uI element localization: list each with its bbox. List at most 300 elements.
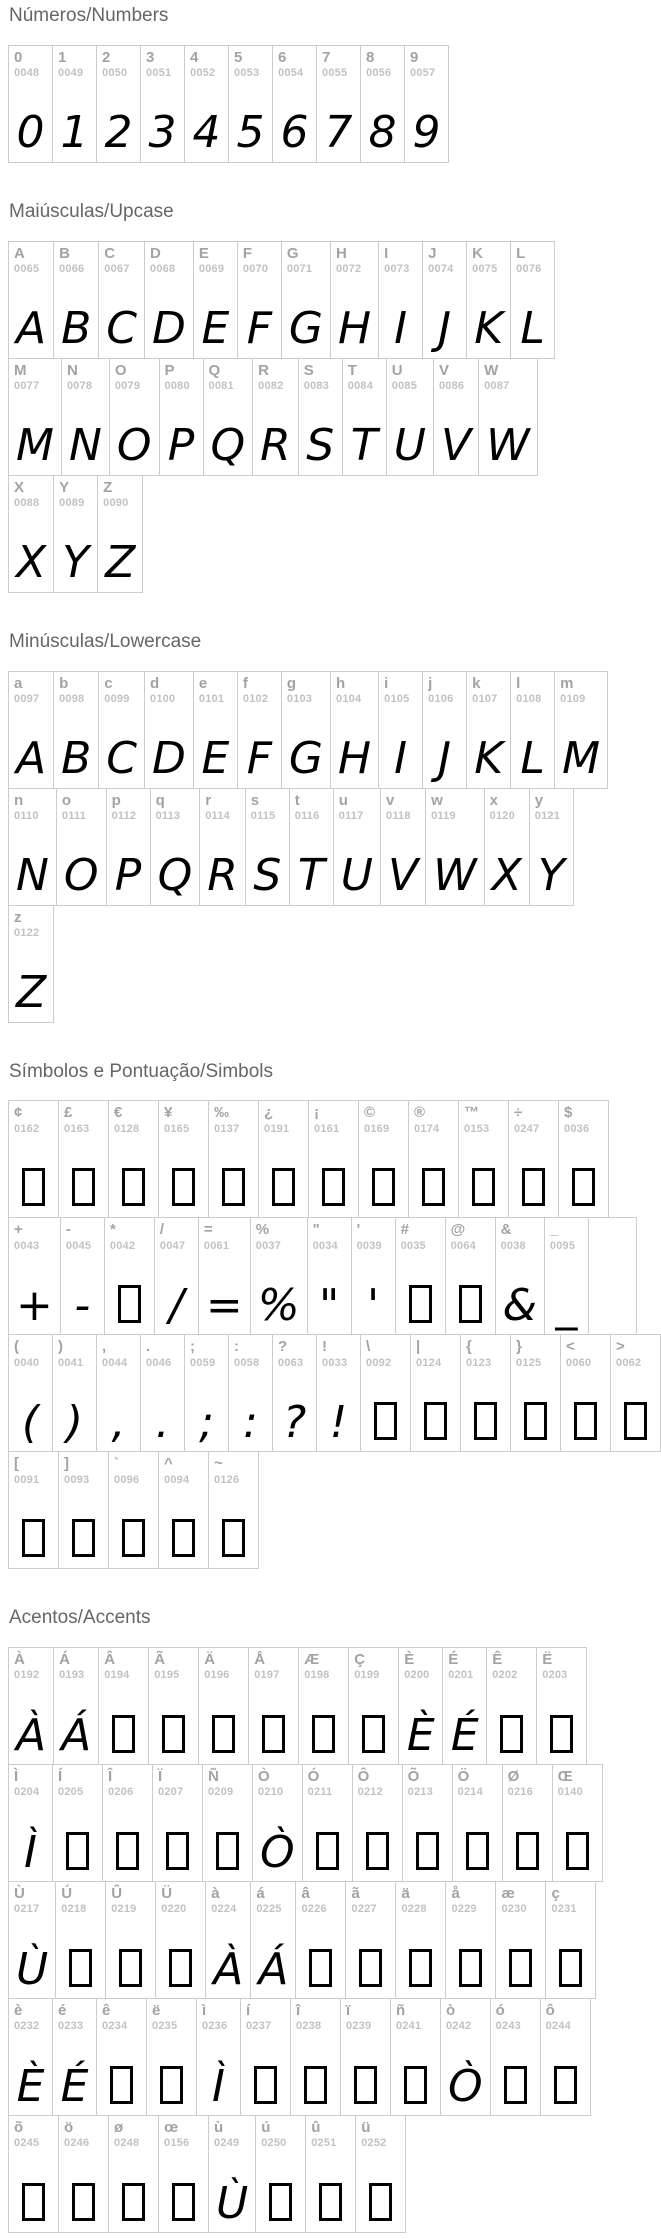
cell-char-label: C [104,244,116,262]
cell-char-label: - [65,1221,71,1239]
cell-code-label: 0116 [294,809,320,822]
char-cell [144,671,194,789]
cell-char-label: Y [59,478,70,496]
notdef-box-icon [504,2066,527,2104]
cell-char-label: ? [278,1338,288,1356]
glyph: U [393,420,426,472]
cell-char-label: ¿ [264,1104,274,1122]
notdef-box-icon [116,1832,139,1870]
cell-code-label: 0066 [59,262,85,275]
missing-glyph-box [64,2151,103,2232]
cell-char-label: h [336,674,346,692]
cell-char-label: Ê [492,1651,503,1669]
char-cell [98,241,145,359]
cell-code-label: 0237 [246,2020,272,2033]
cell-char-label: e [198,674,208,692]
cell-code-label: 0205 [58,1786,84,1799]
cell-char-label: & [500,1221,512,1239]
cell-char-label: ö [64,2119,74,2137]
missing-glyph-box [61,1917,100,1998]
cell-char-label: G [286,244,299,262]
notdef-box-icon [312,1715,335,1753]
missing-glyph-box [466,1370,505,1451]
cell-char-label: u [338,791,348,809]
cell-char-label: Ö [457,1768,470,1786]
cell-code-label: 0037 [255,1239,282,1252]
glyph: E [201,732,230,784]
missing-glyph-box [264,1136,303,1217]
cell-char-label: Ç [354,1651,366,1669]
cell-code-label: 0110 [14,809,39,822]
notdef-box-icon [362,1715,385,1753]
char-cell [345,1881,396,1999]
char-cell [202,1764,253,1882]
char-cell [272,1334,317,1452]
cell-code-label: 0109 [560,692,586,705]
missing-glyph-box [58,1800,97,1881]
char-row [8,1451,661,1569]
char-cell [390,1998,441,2116]
glyph: ( [21,1396,40,1448]
glyph: ) [65,1396,84,1448]
missing-glyph-box [246,2034,285,2115]
cell-code-label: 0225 [256,1903,282,1916]
cell-code-label: 0040 [14,1356,40,1369]
cell-code-label: 0076 [516,262,542,275]
cell-code-label: 0244 [545,2020,571,2033]
cell-code-label: 0214 [457,1786,483,1799]
notdef-box-icon [554,2066,577,2104]
cell-char-label: F [242,244,253,262]
cell-code-label: 0095 [549,1239,576,1252]
cell-char-label: Õ [407,1768,420,1786]
char-cell [58,2115,109,2233]
cell-code-label: 0055 [322,67,348,80]
cell-code-label: 0062 [616,1356,642,1369]
notdef-box-icon [122,1519,145,1557]
missing-glyph-box [358,1800,397,1881]
glyph: Á [258,1943,289,1995]
glyph: N [68,420,102,472]
cell-char-label: Ù [14,1885,25,1903]
char-cell [348,1647,399,1765]
glyph: U [340,849,373,901]
glyph: Ì [212,2060,225,2112]
cell-char-label: 9 [410,48,419,66]
notdef-box-icon [122,2183,145,2221]
cell-char-label: 7 [322,48,331,66]
cell-code-label: 0075 [472,262,498,275]
notdef-box-icon [459,1285,482,1323]
cell-code-label: 0213 [407,1786,433,1799]
glyph: / [168,1279,184,1331]
char-cell [445,1881,496,1999]
char-cell [8,1100,59,1218]
glyph: O [63,849,99,901]
cell-code-label: 0038 [500,1239,526,1252]
cell-code-label: 0050 [102,67,128,80]
char-cell [8,358,62,476]
cell-char-label: @ [450,1221,466,1239]
char-cell [108,1100,159,1218]
cell-code-label: 0059 [190,1356,216,1369]
cell-char-label: ] [64,1455,69,1473]
cell-char-label: ; [190,1338,195,1356]
char-cell [510,241,555,359]
char-cell [96,1998,147,2116]
missing-glyph-box [564,1136,603,1217]
glyph: 2 [104,107,133,159]
cell-code-label: 0079 [114,379,141,392]
notdef-box-icon [374,1402,397,1440]
char-cell [510,671,555,789]
cell-char-label: û [311,2119,321,2137]
char-cell [237,241,282,359]
char-cell [316,45,361,163]
glyph: ! [329,1396,348,1448]
cell-code-label: 0058 [234,1356,260,1369]
char-cell [150,788,201,906]
notdef-box-icon [222,1168,245,1206]
glyph: I [394,303,408,355]
char-cell [58,1100,109,1218]
missing-glyph-box [566,1370,605,1451]
char-cell [495,1881,546,1999]
char-cell [108,2115,159,2233]
notdef-box-icon [72,2183,95,2221]
cell-char-label: k [472,674,481,692]
cell-char-label: Ï [158,1768,163,1786]
notdef-box-icon [269,2183,292,2221]
char-row [8,1881,661,1999]
char-cell [61,358,110,476]
missing-glyph-box [311,2151,350,2232]
char-cell [208,1451,259,1569]
cell-char-label: æ [501,1885,515,1903]
char-cell [109,358,160,476]
cell-code-label: 0089 [59,496,85,509]
cell-char-label: n [14,791,24,809]
cell-char-label: X [14,478,25,496]
char-cell [152,1764,203,1882]
cell-code-label: 0194 [104,1669,130,1682]
cell-code-label: 0249 [214,2137,240,2150]
glyph: 0 [16,107,45,159]
cell-char-label: â [301,1885,310,1903]
missing-glyph-box [204,1683,243,1764]
char-cell [281,241,331,359]
missing-glyph-box [108,1800,147,1881]
missing-glyph-box [414,1136,453,1217]
char-row [8,358,661,476]
glyph: S [306,420,335,472]
font-section [8,1061,661,1570]
missing-glyph-box [114,1487,153,1568]
cell-char-label: Ú [61,1885,73,1903]
cell-char-label: ü [361,2119,371,2137]
glyph: 5 [236,107,265,159]
char-cell [58,1451,109,1569]
char-cell [502,1764,553,1882]
cell-char-label: x [489,791,498,809]
glyph: G [288,732,324,784]
section-title: Números/Numbers [9,5,169,26]
cell-code-label: 0209 [208,1786,234,1799]
char-cell [53,241,99,359]
glyph: Z [105,537,136,589]
char-cell [289,788,334,906]
notdef-box-icon [572,1168,595,1206]
cell-code-label: 0238 [296,2020,322,2033]
char-cell [252,358,299,476]
char-cell [305,2115,356,2233]
glyph: É [450,1709,479,1761]
notdef-box-icon [66,1832,89,1870]
glyph: _ [555,1279,578,1331]
char-row [8,905,661,1023]
glyph: D [152,732,186,784]
cell-char-label: ! [322,1338,327,1356]
cell-code-label: 0071 [286,262,313,275]
char-cell [8,1881,56,1999]
glyph: = [205,1279,243,1331]
glyph: Y [62,537,90,589]
glyph: T [297,849,325,901]
cell-code-label: 0212 [357,1786,383,1799]
cell-char-label: R [258,361,270,379]
notdef-box-icon [369,2183,392,2221]
cell-code-label: 0217 [14,1903,40,1916]
missing-glyph-box [111,1917,150,1998]
char-cell [442,1647,487,1765]
cell-char-label: ' [356,1221,361,1239]
notdef-box-icon [424,1402,447,1440]
cell-code-label: 0105 [384,692,410,705]
glyph: I [394,732,408,784]
missing-glyph-box [616,1370,655,1451]
glyph: Q [210,420,246,472]
notdef-box-icon [309,1949,332,1987]
cell-char-label: 3 [146,48,155,66]
cell-code-label: 0112 [111,809,137,822]
char-cell [158,1451,209,1569]
cell-char-label: © [364,1104,376,1122]
notdef-box-icon [624,1402,647,1440]
cell-char-label: H [336,244,347,262]
cell-char-label: q [155,791,165,809]
missing-glyph-box [346,2034,385,2115]
cell-code-label: 0199 [354,1669,380,1682]
cell-code-label: 0252 [361,2137,387,2150]
glyph: È [406,1709,435,1761]
cell-char-label: a [14,674,23,692]
glyph: É [60,2060,89,2112]
char-cell [380,788,426,906]
cell-code-label: 0227 [351,1903,377,1916]
missing-glyph-box [514,1136,553,1217]
char-cell [155,1881,206,1999]
glyph: , [111,1396,126,1448]
cell-code-label: 0156 [164,2137,190,2150]
char-cell [490,1998,541,2116]
cell-code-label: 0068 [150,262,176,275]
glyph: M [16,420,54,472]
char-cell [184,45,229,163]
cell-code-label: 0106 [428,692,454,705]
char-cell [508,1100,559,1218]
missing-glyph-box [114,2151,153,2232]
cell-code-label: 0137 [214,1122,240,1135]
cell-code-label: 0065 [14,262,40,275]
cell-char-label: ( [14,1338,19,1356]
char-cell [199,788,246,906]
cell-code-label: 0041 [58,1356,84,1369]
notdef-box-icon [459,1949,482,1987]
cell-code-label: 0197 [254,1669,280,1682]
cell-char-label: 5 [234,48,243,66]
char-cell [250,1881,296,1999]
notdef-box-icon [172,2183,195,2221]
notdef-box-icon [522,1168,545,1206]
glyph: W [433,849,477,901]
notdef-box-icon [322,1168,345,1206]
notdef-box-icon [254,2066,277,2104]
notdef-box-icon [162,1715,185,1753]
char-cell [460,1334,511,1452]
notdef-box-icon [119,1949,142,1987]
char-cell [98,1647,149,1765]
cell-code-label: 0053 [234,67,260,80]
cell-char-label: | [416,1338,421,1356]
char-cell [96,45,141,163]
cell-code-label: 0111 [61,809,86,822]
char-cell [544,1217,589,1335]
char-cell [8,788,57,906]
cell-code-label: 0247 [514,1122,540,1135]
glyph: 1 [60,107,89,159]
char-cell [452,1764,503,1882]
cell-code-label: 0203 [542,1669,568,1682]
missing-glyph-box [164,1136,203,1217]
cell-code-label: 0097 [14,692,40,705]
char-cell [333,788,381,906]
cell-char-label: O [114,361,127,379]
missing-glyph-box [164,1487,203,1568]
missing-glyph-box [401,1917,440,1998]
char-cell [158,2115,209,2233]
cell-char-label: ™ [464,1104,479,1122]
cell-char-label: é [58,2002,67,2020]
glyph: : [243,1396,258,1448]
char-cell [540,1998,591,2116]
glyph: L [520,732,545,784]
char-cell [52,1998,97,2116]
cell-char-label: Ò [258,1768,270,1786]
cell-code-label: 0153 [464,1122,490,1135]
glyph: & [502,1279,537,1331]
char-cell [8,2115,59,2233]
cell-char-label: ê [102,2002,111,2020]
cell-char-label: ã [351,1885,360,1903]
cell-code-label: 0243 [495,2020,521,2033]
char-row [8,1217,661,1335]
char-cell [53,1647,99,1765]
char-cell [8,1217,61,1335]
glyph: A [16,732,47,784]
char-cell [308,1100,359,1218]
char-cell [53,475,98,593]
cell-char-label: Ä [204,1651,216,1669]
cell-code-label: 0195 [154,1669,180,1682]
char-grid [8,45,661,163]
missing-glyph-box [64,1487,103,1568]
notdef-box-icon [272,1168,295,1206]
cell-char-label: P [164,361,175,379]
missing-glyph-box [351,1917,390,1998]
cell-char-label: Ø [507,1768,520,1786]
char-cell [8,905,54,1023]
char-cell [495,1217,545,1335]
cell-char-label: É [448,1651,459,1669]
cell-code-label: 0098 [59,692,85,705]
char-cell [440,1998,491,2116]
cell-char-label: ù [214,2119,224,2137]
missing-glyph-box [516,1370,555,1451]
cell-char-label: A [14,244,25,262]
notdef-box-icon [169,1949,192,1987]
missing-glyph-box [114,1136,153,1217]
cell-char-label: p [111,791,121,809]
missing-glyph-box [551,1917,590,1998]
char-cell [8,1764,53,1882]
cell-char-label: ® [414,1104,426,1122]
char-cell [302,1764,353,1882]
cell-char-label: Î [108,1768,113,1786]
font-section [8,201,661,593]
notdef-box-icon [372,1168,395,1206]
cell-char-label: Ü [161,1885,173,1903]
char-cell [410,1334,461,1452]
notdef-box-icon [304,2066,327,2104]
cell-code-label: 0200 [404,1669,430,1682]
cell-code-label: 0072 [336,262,362,275]
cell-char-label: Œ [557,1768,573,1786]
cell-char-label: , [102,1338,107,1356]
cell-code-label: 0046 [146,1356,172,1369]
glyph: % [257,1279,300,1331]
missing-glyph-box [308,1800,347,1881]
cell-code-label: 0091 [14,1473,40,1486]
notdef-box-icon [319,2183,342,2221]
char-cell [8,241,54,359]
cell-char-label: S [303,361,314,379]
cell-code-label: 0233 [58,2020,84,2033]
cell-code-label: 0123 [466,1356,492,1369]
char-row [8,1998,661,2116]
glyph: 6 [280,107,309,159]
cell-char-label: l [516,674,521,692]
notdef-box-icon [172,1519,195,1557]
glyph: K [474,732,504,784]
char-cell [360,45,405,163]
glyph: R [207,849,238,901]
missing-glyph-box [464,1136,503,1217]
cell-char-label: V [438,361,449,379]
cell-char-label: 6 [278,48,287,66]
missing-glyph-box [104,1683,143,1764]
cell-char-label: j [428,674,433,692]
char-cell [8,1647,54,1765]
